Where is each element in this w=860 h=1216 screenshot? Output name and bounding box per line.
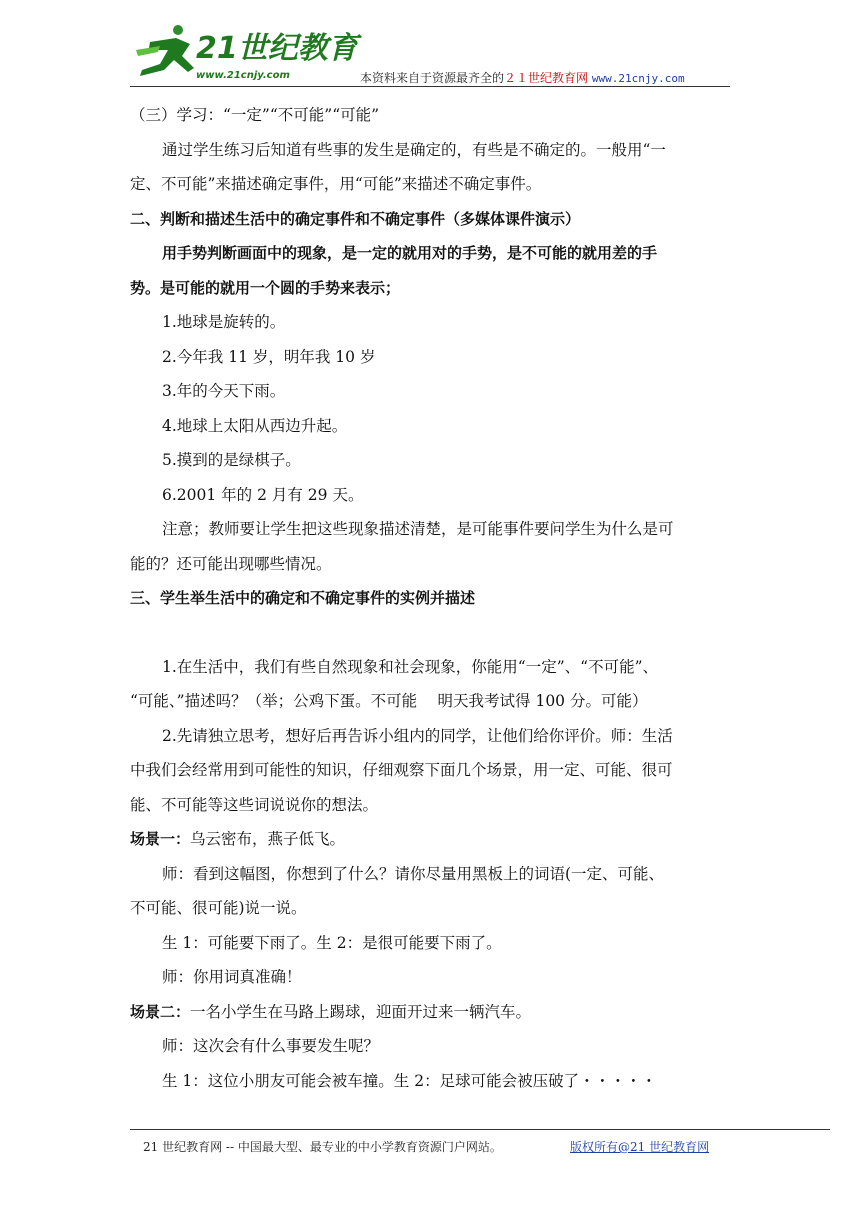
scene-text: 乌云密布，燕子低飞。 bbox=[190, 830, 346, 848]
scene-text: 一名小学生在马路上踢球，迎面开过来一辆汽车。 bbox=[190, 1002, 532, 1021]
paragraph: 1.在生活中，我们有些自然现象和社会现象，你能用“一定”、“不可能”、 bbox=[162, 657, 658, 676]
svg-text:21世纪教育: 21世纪教育 bbox=[196, 31, 358, 66]
list-item: 2.今年我 11 岁，明年我 10 岁 bbox=[162, 347, 376, 366]
dialogue: 师：你用词真准确！ bbox=[162, 968, 302, 986]
note-paragraph-cont: 能的？还可能出现哪些情况。 bbox=[130, 554, 332, 573]
paragraph-cont: 能、不可能等这些词说说你的想法。 bbox=[130, 795, 379, 814]
document-body bbox=[130, 98, 742, 1098]
paragraph-cont: “可能、”描述吗？（举；公鸡下蛋。不可能 明天我考试得 100 分。可能） bbox=[130, 692, 648, 710]
list-item: 1.地球是旋转的。 bbox=[162, 313, 286, 331]
dialogue: 师：这次会有什么事要发生呢？ bbox=[162, 1037, 380, 1055]
paragraph: 通过学生练习后知道有些事的发生是确定的，有些是不确定的。一般用“一 bbox=[162, 140, 666, 159]
scene-two bbox=[130, 995, 742, 1030]
footer-text: 21 世纪教育网 -- 中国最大型、最专业的中小学教育资源门户网站。 bbox=[143, 1140, 502, 1154]
footer-copyright-link[interactable]: 版权所有@21 世纪教育网 bbox=[570, 1140, 710, 1154]
list-item: 3.年的今天下雨。 bbox=[162, 382, 286, 400]
dialogue: 生 1：可能要下雨了。生 2：是很可能要下雨了。 bbox=[162, 933, 502, 952]
section-heading-3: （三）学习：“一定”“不可能”“可能” bbox=[130, 106, 380, 124]
list-item: 6.2001 年的 2 月有 29 天。 bbox=[162, 485, 364, 504]
site-logo bbox=[130, 20, 358, 84]
svg-text:www.21cnjy.com: www.21cnjy.com bbox=[196, 70, 290, 81]
list-item: 4.地球上太阳从西边升起。 bbox=[162, 416, 348, 435]
paragraph-cont: 中我们会经常用到可能性的知识，仔细观察下面几个场景，用一定、可能、很可 bbox=[130, 761, 673, 779]
bold-paragraph: 用手势判断画面中的现象，是一定的就用对的手势，是不可能的就用差的手 bbox=[162, 244, 658, 262]
dialogue: 生 1：这位小朋友可能会被车撞。生 2：足球可能会被压破了・・・・・ bbox=[162, 1071, 657, 1090]
header-note-site[interactable]: ２１世纪教育网 bbox=[504, 71, 589, 85]
scene-label: 场景二： bbox=[130, 1002, 191, 1021]
section-heading-3b: 三、学生举生活中的确定和不确定事件的实例并描述 bbox=[130, 589, 476, 607]
note-paragraph: 注意；教师要让学生把这些现象描述清楚，是可能事件要问学生为什么是可 bbox=[162, 520, 674, 538]
dialogue-cont: 不可能、很可能)说一说。 bbox=[130, 899, 307, 917]
header-note-url[interactable]: www.21cnjy.com bbox=[591, 72, 685, 85]
paragraph-cont: 定、不可能”来描述确定事件，用“可能”来描述不确定事件。 bbox=[130, 175, 542, 193]
dialogue: 师：看到这幅图，你想到了什么？请你尽量用黑板上的词语(一定、可能、 bbox=[162, 864, 665, 883]
list-item: 5.摸到的是绿棋子。 bbox=[162, 451, 301, 469]
section-heading-2: 二、判断和描述生活中的确定事件和不确定事件（多媒体课件演示） bbox=[130, 209, 581, 228]
scene-one bbox=[130, 822, 742, 857]
paragraph: 2.先请独立思考，想好后再告诉小组内的同学，让他们给你评价。师：生活 bbox=[162, 726, 673, 745]
footer-divider bbox=[130, 1129, 830, 1130]
bold-paragraph-cont: 势。是可能的就用一个圆的手势来表示； bbox=[130, 278, 401, 297]
spacer bbox=[130, 616, 742, 650]
header-note-prefix: 本资料来自于资源最齐全的 bbox=[360, 71, 505, 85]
scene-label: 场景一： bbox=[130, 830, 191, 848]
header-divider bbox=[130, 86, 730, 87]
header-note bbox=[360, 69, 685, 86]
